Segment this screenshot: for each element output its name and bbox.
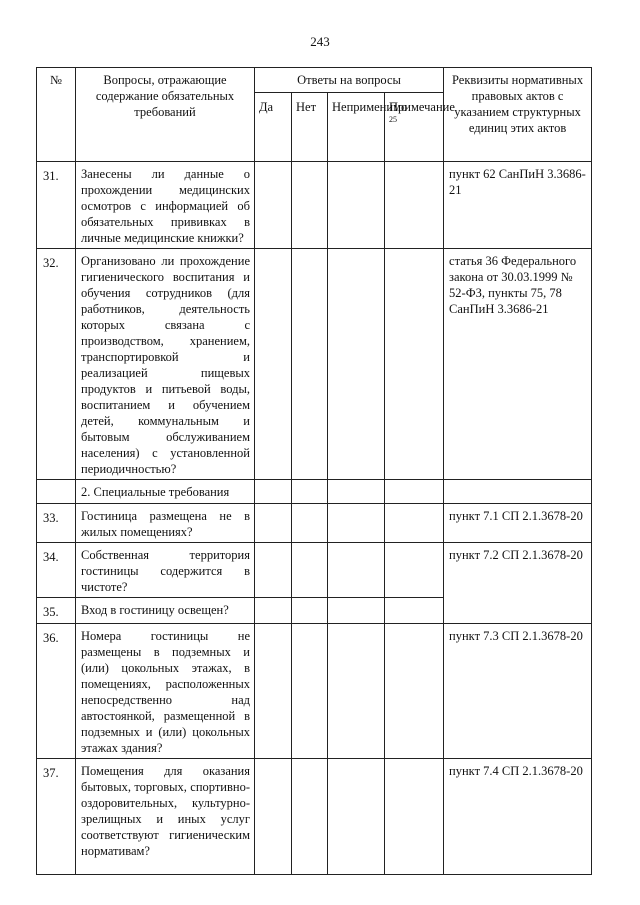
table-row: [37, 162, 592, 249]
answer-no-cell[interactable]: [292, 624, 328, 759]
header-number: №: [37, 68, 76, 162]
row-requisites: пункт 7.2 СП 2.1.3678-20: [444, 543, 592, 624]
row-number: 31.: [37, 162, 76, 249]
answer-yes-cell[interactable]: [255, 543, 292, 598]
header-note: Примечание $^{25}$: [385, 93, 444, 162]
row-question: Собственная территория гостиницы содержится в чистоте?: [76, 543, 255, 598]
row-requisites: пункт 7.4 СП 2.1.3678-20: [444, 759, 592, 875]
row-requisites: пункт 7.1 СП 2.1.3678-20: [444, 504, 592, 543]
row-number: 33.: [37, 504, 76, 543]
header-questions: Вопросы, отражающие содержание обязательных требований: [76, 68, 255, 162]
answer-note-cell[interactable]: [385, 162, 444, 249]
row-number: 37.: [37, 759, 76, 875]
row-requisites: пункт 62 СанПиН 3.3686-21: [444, 162, 592, 249]
answer-no-cell[interactable]: [292, 543, 328, 598]
row-number: 36.: [37, 624, 76, 759]
requirements-table: [36, 67, 592, 875]
row-requisites: статья 36 Федерального закона от 30.03.1999 № 52-ФЗ, пункты 75, 78 СанПиН 3.3686-21: [444, 249, 592, 480]
answer-no-cell[interactable]: [292, 504, 328, 543]
header-yes: Да: [255, 93, 292, 162]
row-question: Номера гостиницы не размещены в подземных и (или) цокольных этажах, в помещениях, расположенных непосредственно над автостоянкой, размещенной в подземных и (или) цокольных этажах здания?: [76, 624, 255, 759]
row-question: Гостиница размещена не в жилых помещениях?: [76, 504, 255, 543]
answer-yes-cell[interactable]: [255, 504, 292, 543]
row-question: Организовано ли прохождение гигиенического воспитания и обучения сотрудников (для работников, деятельность которых связана с производством, хранением, транспортировкой и реализацией пищевых продуктов и питьевой воды, воспитанием и обучением детей, коммунальным и бытовым обслуживанием населения) с установленной периодичностью?: [76, 249, 255, 480]
answer-note-cell[interactable]: [385, 504, 444, 543]
answer-yes-cell[interactable]: [255, 162, 292, 249]
answer-na-cell[interactable]: [328, 759, 385, 875]
answer-no-cell[interactable]: [292, 598, 328, 624]
answer-no-cell[interactable]: [292, 249, 328, 480]
answer-yes-cell[interactable]: [255, 759, 292, 875]
page-number: 243: [310, 34, 330, 49]
table-row: [37, 249, 592, 480]
row-requisites: пункт 7.3 СП 2.1.3678-20: [444, 624, 592, 759]
answer-na-cell[interactable]: [328, 162, 385, 249]
answer-yes-cell[interactable]: [255, 249, 292, 480]
header-no: Нет: [292, 93, 328, 162]
answer-na-cell[interactable]: [328, 624, 385, 759]
answer-na-cell[interactable]: [328, 543, 385, 598]
row-question: Вход в гостиницу освещен?: [76, 598, 255, 624]
answer-yes-cell[interactable]: [255, 598, 292, 624]
row-number: 35.: [37, 598, 76, 624]
answer-note-cell[interactable]: [385, 759, 444, 875]
section-title: 2. Специальные требования: [76, 480, 255, 504]
answer-note-cell[interactable]: [385, 249, 444, 480]
answer-no-cell[interactable]: [292, 759, 328, 875]
table-row: [37, 759, 592, 875]
answer-na-cell[interactable]: [328, 504, 385, 543]
answer-note-cell[interactable]: [385, 543, 444, 598]
table-row: [37, 543, 592, 598]
header-answers: Ответы на вопросы: [255, 68, 444, 93]
table-row: [37, 624, 592, 759]
footnote-mark: 25: [389, 114, 397, 124]
answer-no-cell[interactable]: [292, 162, 328, 249]
answer-yes-cell[interactable]: [255, 624, 292, 759]
answer-note-cell[interactable]: [385, 598, 444, 624]
header-not-applicable: Неприменимо: [328, 93, 385, 162]
row-question: Занесены ли данные о прохождении медицинских осмотров с информацией об обязательных прививках в личные медицинские книжки?: [76, 162, 255, 249]
row-number: 32.: [37, 249, 76, 480]
row-number: 34.: [37, 543, 76, 598]
answer-note-cell[interactable]: [385, 624, 444, 759]
section-row: [37, 480, 592, 504]
header-requisites: Реквизиты нормативных правовых актов с указанием структурных единиц этих актов: [444, 68, 592, 162]
answer-na-cell[interactable]: [328, 249, 385, 480]
table-row: [37, 504, 592, 543]
row-question: Помещения для оказания бытовых, торговых, спортивно-оздоровительных, культурно-зрелищных и иных услуг соответствуют гигиеническим нормативам?: [76, 759, 255, 875]
answer-na-cell[interactable]: [328, 598, 385, 624]
